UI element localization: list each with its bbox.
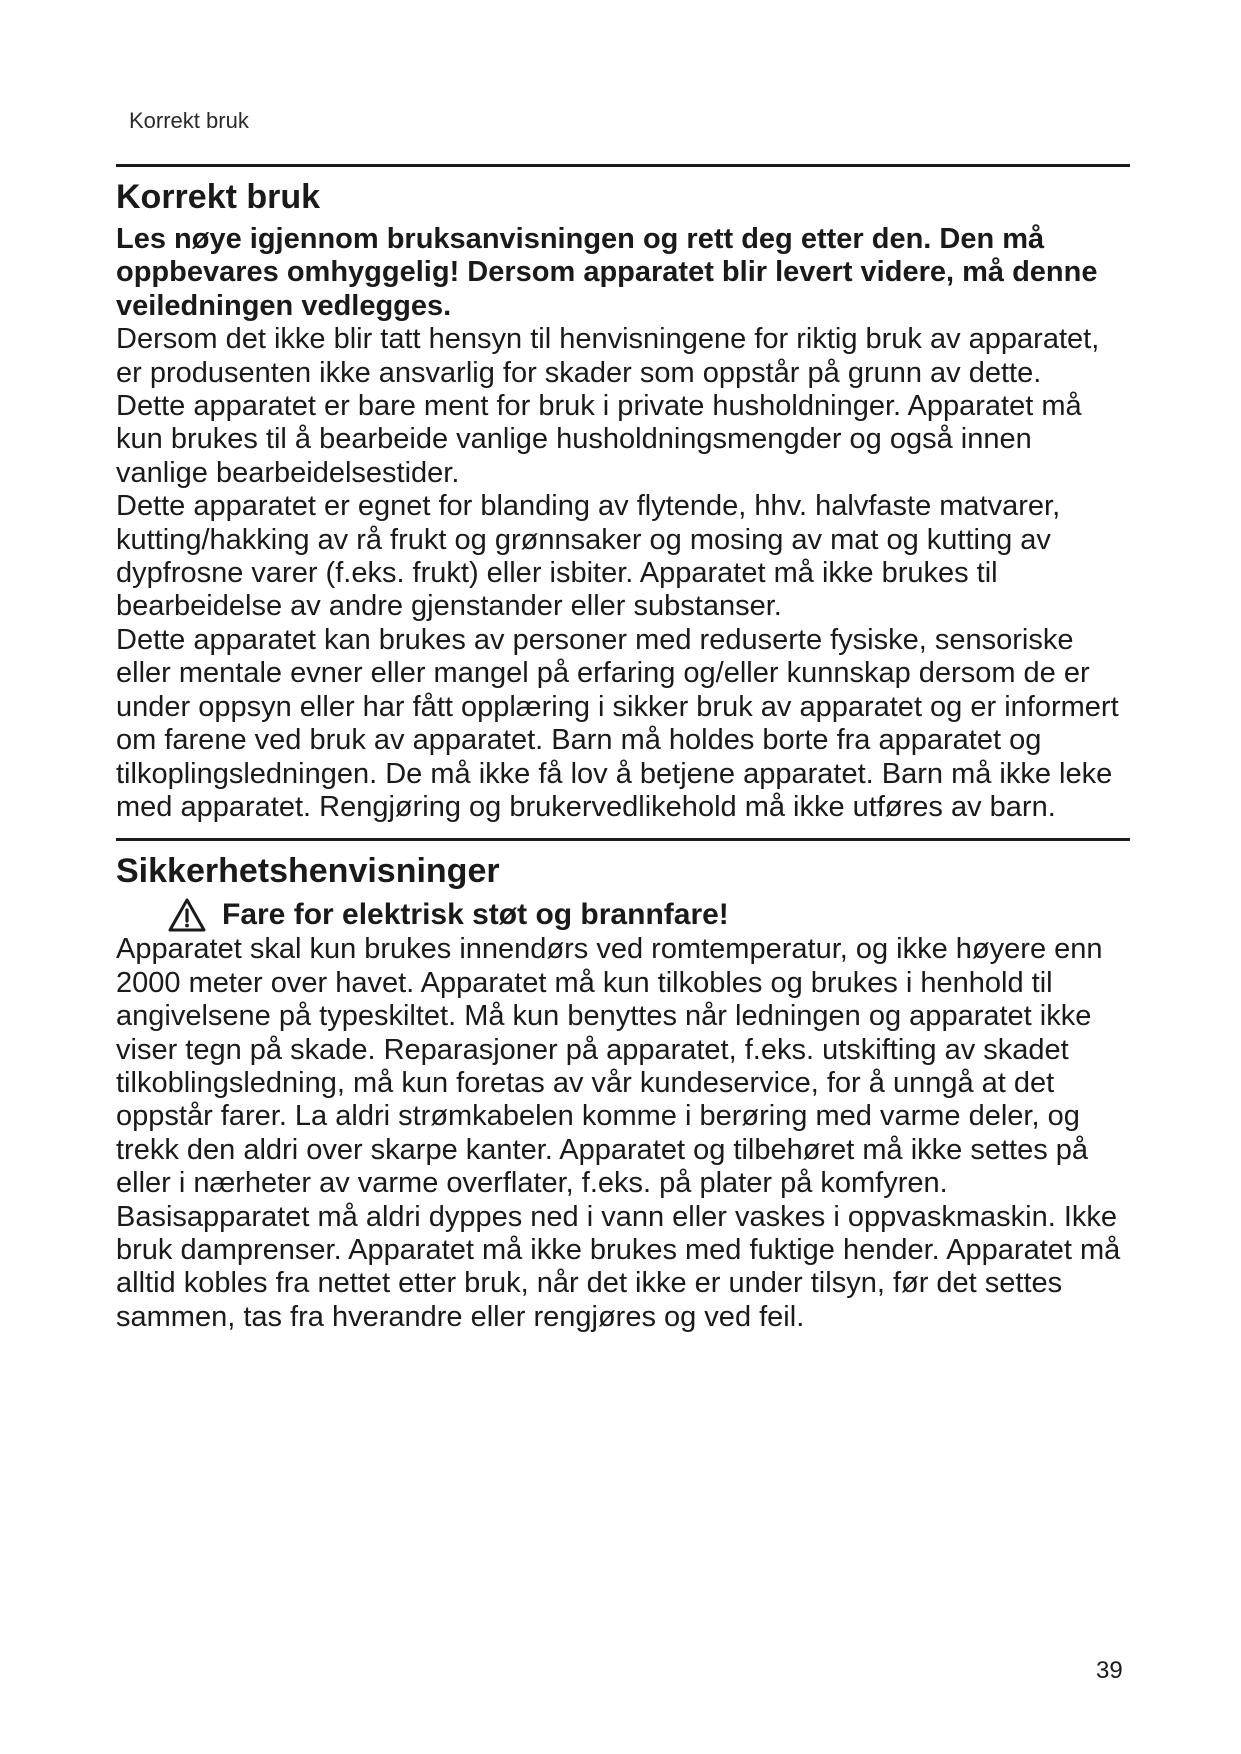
page-content [116,164,1130,1334]
warning-heading-text: Fare for elektrisk støt og brannfare! [222,898,729,932]
paragraph-household-use: Dette apparatet er bare ment for bruk i private husholdninger. Apparatet må kun brukes til å bearbeide vanlige husholdningsmengder og også innen vanlige bearbeidelsestider. [116,390,1082,489]
section-title-correct-use: Korrekt bruk [116,178,321,216]
section-divider-top [116,164,1130,167]
warning-triangle-icon [168,898,206,932]
page-number: 39 [1096,1657,1123,1684]
paragraph-suitable-use: Dette apparatet er egnet for blanding av flytende, hhv. halvfaste matvarer, kutting/hakking av rå frukt og grønnsaker og mosing av mat og kutting av dypfrosne varer (f.eks. frukt) eller isbiter. Apparatet må ikke brukes til bearbeidelse av andre gjenstander eller substanser. [116,490,1061,623]
warning-heading-row [168,897,1130,933]
intro-bold-paragraph: Les nøye igjennom bruksanvisningen og rett deg etter den. Den må oppbevares omhyggelig! Dersom apparatet blir levert videre, må denne veiledningen vedlegges. [116,223,1098,322]
section-divider-safety [116,838,1130,841]
paragraph-liability: Dersom det ikke blir tatt hensyn til henvisningene for riktig bruk av apparatet, er produsenten ikke ansvarlig for skader som oppstår på grunn av dette. [116,323,1100,389]
running-header: Korrekt bruk [129,108,249,133]
safety-body-paragraph: Apparatet skal kun brukes innendørs ved romtemperatur, og ikke høyere enn 2000 meter over havet. Apparatet må kun tilkobles og brukes i henhold til angivelsene på typeskiltet. Må kun benyttes når ledningen og apparatet ikke viser tegn på skade. Reparasjoner på apparatet, f.eks. utskifting av skadet tilkoblingsledning, må kun foretas av vår kundeservice, for å unngå at det oppstår farer. La aldri strømkabelen komme i berøring med varme deler, og trekk den aldri over skarpe kanter. Apparatet og tilbehøret må ikke settes på eller i nærheter av varme overflater, f.eks. på plater på komfyren. Basisapparatet må aldri dyppes ned i vann eller vaskes i oppvaskmaskin. Ikke bruk damprenser. Apparatet må ikke brukes med fuktige hender. Apparatet må alltid kobles fra nettet etter bruk, når det ikke er under tilsyn, før det settes sammen, tas fra hverandre eller rengjøres og ved feil. [116,933,1121,1333]
section-title-safety: Sikkerhetshenvisninger [116,852,500,891]
paragraph-persons-children: Dette apparatet kan brukes av personer med reduserte fysiske, sensoriske eller mentale evner eller mangel på erfaring og/eller kunnskap dersom de er under oppsyn eller har fått opplæring i sikker bruk av apparatet og er informert om farene ved bruk av apparatet. Barn må holdes borte fra apparatet og tilkoplingsledningen. De må ikke få lov å betjene apparatet. Barn må ikke leke med apparatet. Rengjøring og brukervedlikehold må ikke utføres av barn. [116,623,1119,823]
